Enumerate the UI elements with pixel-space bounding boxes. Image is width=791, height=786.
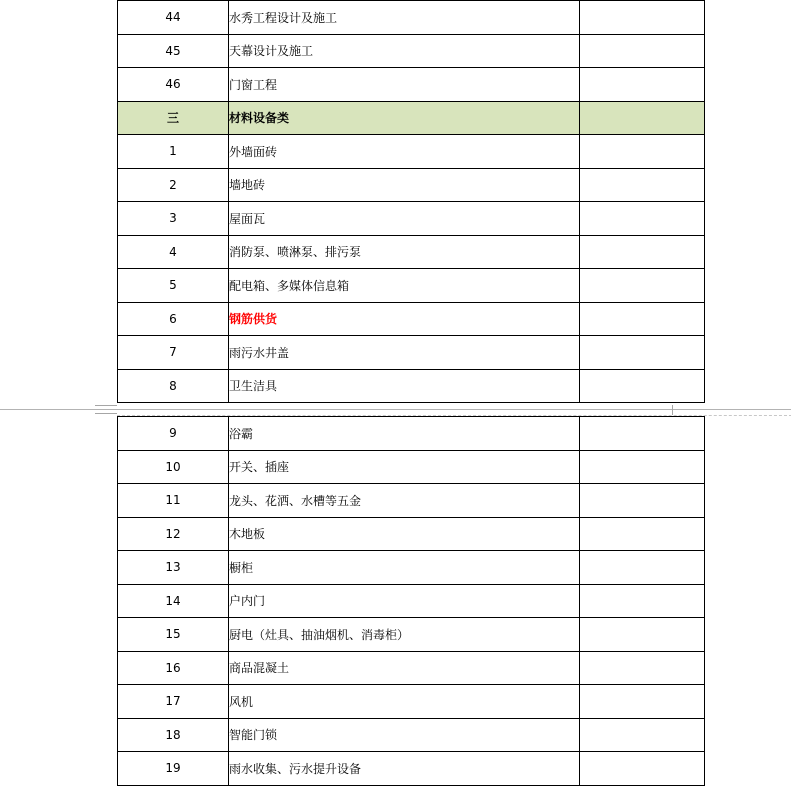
- table-row: [118, 517, 705, 551]
- table-row: [118, 235, 705, 269]
- row-number-cell[interactable]: 9: [118, 417, 229, 451]
- row-number-cell[interactable]: 10: [118, 450, 229, 484]
- remarks-cell[interactable]: [580, 517, 705, 551]
- row-number-cell[interactable]: 46: [118, 68, 229, 102]
- remarks-cell[interactable]: [580, 202, 705, 236]
- table-page-2: [117, 416, 703, 786]
- row-number-cell[interactable]: 11: [118, 484, 229, 518]
- row-number-cell[interactable]: 7: [118, 336, 229, 370]
- item-name-cell[interactable]: 材料设备类: [229, 101, 580, 135]
- item-name-cell[interactable]: 卫生洁具: [229, 369, 580, 403]
- remarks-cell[interactable]: [580, 584, 705, 618]
- item-name-cell[interactable]: 商品混凝土: [229, 651, 580, 685]
- remarks-cell[interactable]: [580, 417, 705, 451]
- table-row: [118, 450, 705, 484]
- row-number-cell[interactable]: 三: [118, 101, 229, 135]
- row-number-cell[interactable]: 44: [118, 1, 229, 35]
- remarks-cell[interactable]: [580, 752, 705, 786]
- item-name-cell[interactable]: 浴霸: [229, 417, 580, 451]
- item-name-cell[interactable]: 屋面瓦: [229, 202, 580, 236]
- remarks-cell[interactable]: [580, 484, 705, 518]
- table-row: [118, 369, 705, 403]
- remarks-cell[interactable]: [580, 1, 705, 35]
- row-number-cell[interactable]: 13: [118, 551, 229, 585]
- table-row: [118, 551, 705, 585]
- item-name-cell[interactable]: 风机: [229, 685, 580, 719]
- item-name-cell[interactable]: 配电箱、多媒体信息箱: [229, 269, 580, 303]
- remarks-cell[interactable]: [580, 302, 705, 336]
- item-name-cell[interactable]: 木地板: [229, 517, 580, 551]
- table-row: [118, 484, 705, 518]
- table-row: [118, 651, 705, 685]
- item-name-cell[interactable]: 天幕设计及施工: [229, 34, 580, 68]
- table-row: [118, 336, 705, 370]
- item-name-cell[interactable]: 橱柜: [229, 551, 580, 585]
- remarks-cell[interactable]: [580, 68, 705, 102]
- table-row: [118, 269, 705, 303]
- table-row: [118, 752, 705, 786]
- table-row: [118, 618, 705, 652]
- row-number-cell[interactable]: 45: [118, 34, 229, 68]
- table-row: [118, 685, 705, 719]
- materials-table-top: [117, 0, 705, 403]
- row-number-cell[interactable]: 3: [118, 202, 229, 236]
- row-number-cell[interactable]: 14: [118, 584, 229, 618]
- table-row: [118, 584, 705, 618]
- materials-table-bottom: [117, 416, 705, 786]
- remarks-cell[interactable]: [580, 685, 705, 719]
- row-number-cell[interactable]: 2: [118, 168, 229, 202]
- item-name-cell[interactable]: 雨水收集、污水提升设备: [229, 752, 580, 786]
- remarks-cell[interactable]: [580, 135, 705, 169]
- remarks-cell[interactable]: [580, 34, 705, 68]
- row-number-cell[interactable]: 19: [118, 752, 229, 786]
- item-name-cell[interactable]: 户内门: [229, 584, 580, 618]
- item-name-cell[interactable]: 外墙面砖: [229, 135, 580, 169]
- table-row: [118, 302, 705, 336]
- item-name-cell[interactable]: 门窗工程: [229, 68, 580, 102]
- remarks-cell[interactable]: [580, 101, 705, 135]
- remarks-cell[interactable]: [580, 235, 705, 269]
- remarks-cell[interactable]: [580, 168, 705, 202]
- crop-mark-right: [672, 405, 673, 415]
- item-name-cell[interactable]: 智能门锁: [229, 718, 580, 752]
- table-row: [118, 417, 705, 451]
- item-name-cell[interactable]: 水秀工程设计及施工: [229, 1, 580, 35]
- table-row: [118, 168, 705, 202]
- row-number-cell[interactable]: 6: [118, 302, 229, 336]
- table-page-1: [117, 0, 703, 403]
- table-row: [118, 68, 705, 102]
- item-name-cell[interactable]: 消防泵、喷淋泵、排污泵: [229, 235, 580, 269]
- remarks-cell[interactable]: [580, 369, 705, 403]
- section-header-row: [118, 101, 705, 135]
- remarks-cell[interactable]: [580, 551, 705, 585]
- row-number-cell[interactable]: 5: [118, 269, 229, 303]
- row-number-cell[interactable]: 12: [118, 517, 229, 551]
- row-number-cell[interactable]: 17: [118, 685, 229, 719]
- row-number-cell[interactable]: 4: [118, 235, 229, 269]
- row-number-cell[interactable]: 1: [118, 135, 229, 169]
- row-number-cell[interactable]: 16: [118, 651, 229, 685]
- remarks-cell[interactable]: [580, 618, 705, 652]
- crop-mark-left-bottom: [95, 413, 117, 414]
- remarks-cell[interactable]: [580, 269, 705, 303]
- item-name-cell[interactable]: 厨电（灶具、抽油烟机、消毒柜）: [229, 618, 580, 652]
- row-number-cell[interactable]: 15: [118, 618, 229, 652]
- remarks-cell[interactable]: [580, 718, 705, 752]
- item-name-cell[interactable]: 雨污水井盖: [229, 336, 580, 370]
- remarks-cell[interactable]: [580, 336, 705, 370]
- table-row: [118, 135, 705, 169]
- table-row: [118, 34, 705, 68]
- table-row: [118, 202, 705, 236]
- row-number-cell[interactable]: 18: [118, 718, 229, 752]
- item-name-cell[interactable]: 钢筋供货: [229, 302, 580, 336]
- table-row: [118, 718, 705, 752]
- table-row: [118, 1, 705, 35]
- item-name-cell[interactable]: 开关、插座: [229, 450, 580, 484]
- row-number-cell[interactable]: 8: [118, 369, 229, 403]
- item-name-cell[interactable]: 龙头、花洒、水槽等五金: [229, 484, 580, 518]
- item-name-cell[interactable]: 墙地砖: [229, 168, 580, 202]
- remarks-cell[interactable]: [580, 450, 705, 484]
- crop-mark-left-top: [95, 405, 117, 406]
- remarks-cell[interactable]: [580, 651, 705, 685]
